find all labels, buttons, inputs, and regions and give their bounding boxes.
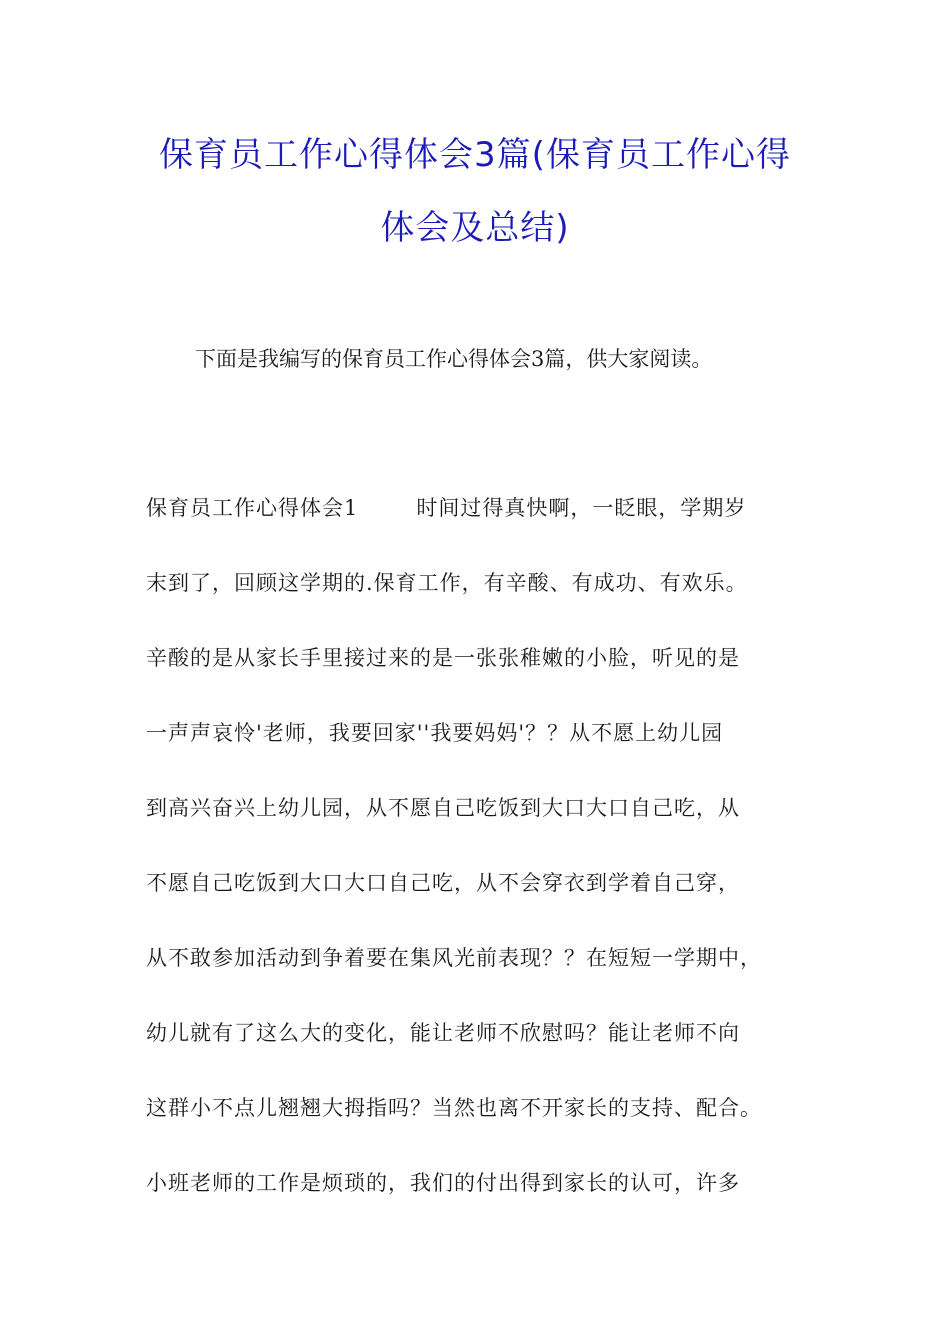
intro-paragraph: 下面是我编写的保育员工作心得体会3篇，供大家阅读。 [195, 347, 713, 371]
body-line-9: 这群小不点儿翘翘大拇指吗？当然也离不开家长的支持、配合。 [146, 1096, 762, 1120]
body-line-4: 一声声哀怜'老师，我要回家''我要妈妈'？？从不愿上幼儿园 [146, 721, 724, 745]
body-line-3: 辛酸的是从家长手里接过来的是一张张稚嫩的小脸，听见的是 [146, 646, 740, 670]
document-title-line-1: 保育员工作心得体会3篇(保育员工作心得 [159, 135, 791, 175]
body-text: 时间过得真快啊，一眨眼，学期岁 [416, 496, 747, 520]
document-title-line-2: 体会及总结) [380, 208, 570, 248]
body-line-1 [146, 492, 746, 524]
body-line-2: 末到了，回顾这学期的.保育工作，有辛酸、有成功、有欢乐。 [146, 571, 748, 595]
body-line-10: 小班老师的工作是烦琐的，我们的付出得到家长的认可，许多 [146, 1171, 740, 1195]
body-line-8: 幼儿就有了这么大的变化，能让老师不欣慰吗？能让老师不向 [146, 1021, 740, 1045]
section-heading: 保育员工作心得体会1 [146, 496, 359, 520]
body-line-5: 到高兴奋兴上幼儿园，从不愿自己吃饭到大口大口自己吃，从 [146, 796, 740, 820]
body-line-6: 不愿自己吃饭到大口大口自己吃，从不会穿衣到学着自己穿， [146, 871, 740, 895]
body-line-7: 从不敢参加活动到争着要在集风光前表现？？在短短一学期中， [146, 946, 762, 970]
